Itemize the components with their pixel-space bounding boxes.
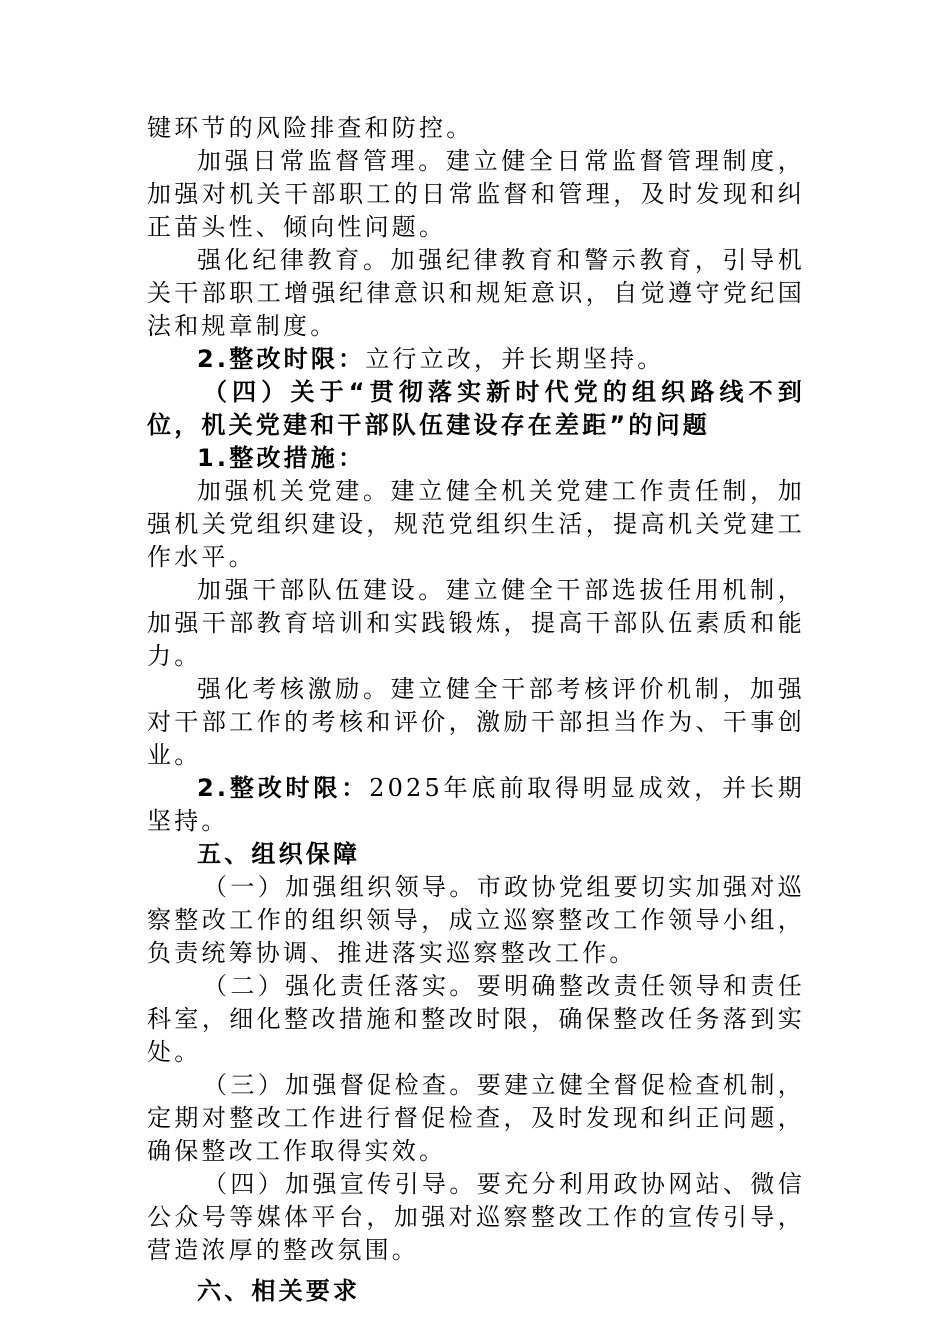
paragraph-org-leadership: （一）加强组织领导。市政协党组要切实加强对巡察整改工作的组织领导，成立巡察整改工作领导小组，负责统筹协调、推进落实巡察整改工作。	[147, 873, 805, 967]
deadline-label: 2.整改时限：	[197, 774, 370, 802]
paragraph-supervision-check: （三）加强督促检查。要建立健全督促检查机制，定期对整改工作进行督促检查，及时发现和纠正问题，确保整改工作取得实效。	[147, 1071, 805, 1165]
section-heading-organization: 五、组织保障	[197, 840, 361, 868]
deadline-text: 立行立改，并长期坚持。	[365, 345, 665, 373]
section-heading-requirements: 六、相关要求	[197, 1277, 361, 1305]
paragraph-deadline-1	[147, 343, 805, 376]
paragraph-daily-supervision: 加强日常监督管理。建立健全日常监督管理制度，加强对机关干部职工的日常监督和管理，及时发现和纠正苗头性、倾向性问题。	[147, 147, 805, 241]
paragraph-cadre-team: 加强干部队伍建设。建立健全干部选拔任用机制，加强干部教育培训和实践锻炼，提高干部队伍素质和能力。	[147, 576, 805, 670]
paragraph-assessment-incentive: 强化考核激励。建立健全干部考核评价机制，加强对干部工作的考核和评价，激励干部担当作为、干事创业。	[147, 675, 805, 769]
measures-heading: 1.整改措施：	[197, 444, 366, 472]
paragraph-responsibility: （二）强化责任落实。要明确整改责任领导和责任科室，细化整改措施和整改时限，确保整改任务落到实处。	[147, 972, 805, 1066]
document-page	[147, 112, 805, 1308]
deadline-label: 2.整改时限：	[197, 345, 366, 373]
section-heading-four: （四）关于“贯彻落实新时代党的组织路线不到位，机关党建和干部队伍建设存在差距”的问题	[147, 378, 805, 439]
paragraph-deadline-2	[147, 772, 805, 838]
paragraph-risk-control-end: 键环节的风险排查和防控。	[147, 114, 474, 142]
paragraph-discipline-education: 强化纪律教育。加强纪律教育和警示教育，引导机关干部职工增强纪律意识和规矩意识，自觉遵守党纪国法和规章制度。	[147, 246, 805, 340]
deadline-text: 2025年底前取得明显成效，并长期坚持。	[147, 774, 806, 835]
paragraph-party-building: 加强机关党建。建立健全机关党建工作责任制，加强机关党组织建设，规范党组织生活，提高机关党建工作水平。	[147, 477, 805, 571]
paragraph-publicity: （四）加强宣传引导。要充分利用政协网站、微信公众号等媒体平台，加强对巡察整改工作的宣传引导，营造浓厚的整改氛围。	[147, 1170, 805, 1264]
